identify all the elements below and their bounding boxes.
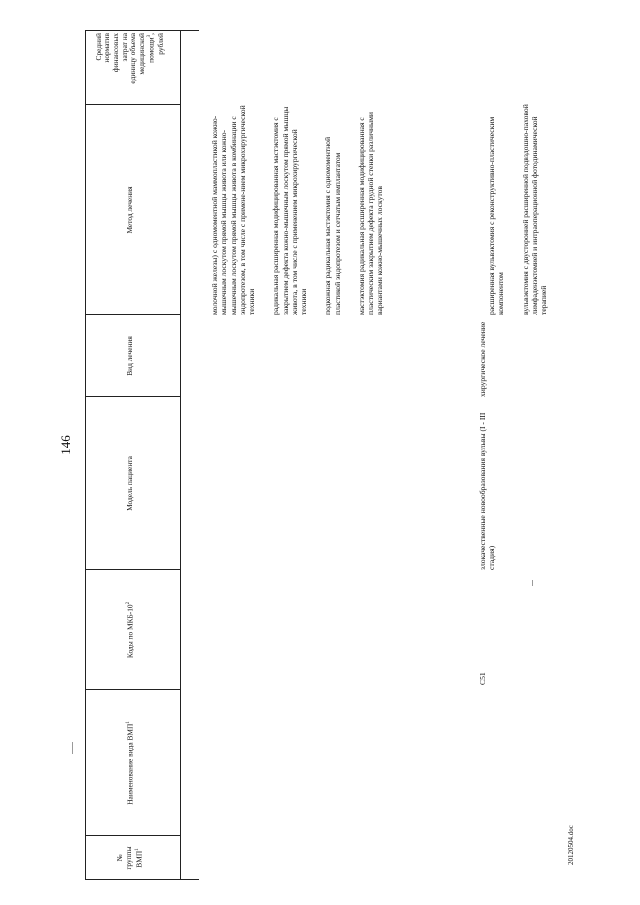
header-avg-cost: Средний норматив финансовых затрат на единицу объема медицинской помощи$^3$, рублей — [93, 33, 165, 84]
header-group-no: № группы ВМП$^1$ — [115, 846, 144, 870]
method-paragraph: подкожная радикальная мастэктомия с одномоментной пластикой эндопротезом и сетчатым имплантатом — [323, 136, 342, 315]
table-header-band — [85, 30, 199, 880]
header-icd-codes: Коды по МКБ-$10^2$ — [125, 601, 135, 659]
header-patient-model: Модель пациента — [124, 456, 134, 511]
method-paragraph: радикальная расширенная модифицированная мастэктомия с закрытием дефекта кожно-мышечным лоскутом прямой мышцы живота, в том числе с применением микрохирургической техники — [271, 106, 309, 315]
method-paragraph: вульвэктомия с двусторонней расширенной подвздошно-паховой лимфаденэктомией и интраоперационной фотодинамической терапией — [520, 104, 549, 315]
row2-treatment-methods — [478, 103, 564, 315]
row2-treatment-type: хирургическое лечение — [478, 321, 487, 397]
header-vmp-name: Наименование вида ВМП$^1$ — [125, 721, 135, 805]
method-paragraph: молочной железы) с одномоментной маммопластикой кожно-мышечным лоскутом прямой мышцы живота или кожно-мышечным лоскутом прямой мышцы живота в комбинации с эндопротезом, в том числе с примене-нием микрохирургической техники — [210, 105, 257, 315]
row2-patient-model: злокачественные новообразования вульвы (I - III стадия) — [478, 412, 497, 570]
method-paragraph: мастэктомия радикальная расширенная модифицированная с пластическим закрытием дефекта грудной стенки различными вариантами кожно-мышечных лоскутов — [357, 112, 385, 315]
method-paragraph: расширенная вульвэктомия с реконструктивно-пластическим компонентом — [487, 116, 506, 315]
table-body-band — [199, 30, 599, 880]
footer-filename: 20120504.doc — [567, 825, 575, 865]
header-treatment-method: Метод лечения — [124, 186, 134, 234]
row2-icd-code: C51 — [478, 672, 487, 685]
page-number: 146 — [58, 435, 73, 455]
body-rotated-container — [199, 30, 599, 880]
header-treatment-type: Вид лечения — [124, 336, 134, 376]
scan-mark — [72, 742, 73, 754]
header-rotated-container — [85, 30, 199, 880]
row1-treatment-methods — [201, 103, 400, 315]
